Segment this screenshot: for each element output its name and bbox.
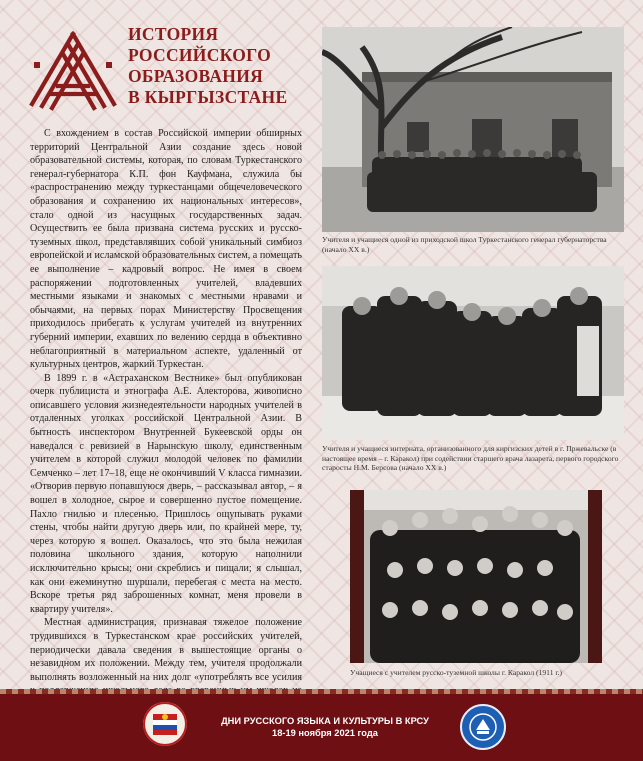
photo-caption: Учителя и учащиеся интерната, организованного для киргизских детей в г. Пржевальске (в настоящее время – г. Каракол) при содействии старшего врача лазарета, первого городского старосты Н.М. Берсова (начало XX в.) bbox=[322, 444, 619, 473]
photo-boarding-school bbox=[322, 266, 624, 440]
kyrgyz-russian-emblem-icon bbox=[143, 702, 187, 746]
footer-text bbox=[190, 715, 460, 739]
history-logo-icon bbox=[28, 26, 118, 112]
event-dates: 18-19 ноября 2021 года bbox=[272, 728, 378, 738]
paragraph: Местная администрация, признавая тяжелое положение трудившихся в Туркестанском крае российских учителей, периодически давала сведения в вышестоящие органы о незавидном их положении. Между тем, учителя продолжали выполнять возложенный на них долг «употреблять все усилия bbox=[30, 617, 302, 683]
photo-karakol-school bbox=[350, 490, 602, 663]
photo-school-teachers bbox=[322, 27, 624, 232]
title-line: В КЫРГЫЗСТАНЕ bbox=[128, 87, 288, 107]
title-line: ОБРАЗОВАНИЯ bbox=[128, 66, 264, 86]
title-line: ИСТОРИЯ bbox=[128, 24, 219, 44]
krsu-emblem-icon bbox=[460, 704, 506, 750]
photo-caption: Учителя и учащиеся одной из приходской школ Туркестанского генерал губернаторства (начало XX в.) bbox=[322, 235, 607, 254]
event-title: ДНИ РУССКОГО ЯЗЫКА И КУЛЬТУРЫ В КРСУ bbox=[221, 716, 429, 726]
paragraph: В 1899 г. в «Астраханском Вестнике» был опубликован очерк публициста и этнографа А.Е. Алекторова, живописно описавшего условия жизнедеятельности народных учителей в отдаленных уголках российской Центральной Азии. В бытность инспектором Внутренней Букеевской орды он наведался с ревизией в Нарынскую школу, единственным учителем в которой служил молодой человек по фамилии Семченко – лет 17–18, еще не окончивший V класса гимназии. «Отворив первую попавшуюся дверь, – рассказывал автор, – я вошел в холодное, сырое и совершенно пустое помещение. Пахло гнилью и плесенью. Пришлось ощупывать руками стены, чтобы найти другую дверь или, по крайней мере, ту, через которую я вошел. Оказалось, что это была нежилая половина школьного здания, которую наполнили исключительно крысы; они скреблись и пищали; я слышал, как они ежеминутно шуршали, перебегая с места на место. Вскоре третья ряд заброшенных комнат, меня провели в квартиру учителя». bbox=[30, 372, 302, 615]
paragraph: С вхождением в состав Российской империи обширных территорий Центральной Азии создание здесь новой образовательной системы, которая, по словам Туркестанского генерал-губернатора К.П. фон Кауфмана, служила бы «распространению между туркестанцами общечеловеческого образования и сохранению их национальных интересов», стало одной из насущных государственных задач. Осуществить ее была призвана система русских и русско-туземных школ, представлявших собой уникальный симбиоз европейской и исламской образовательных систем, а помещать ее выполнение – кадровый вопрос. Не имея в своем распоряжении подготовленных учителей, владевших местными языками и знакомых с местными нравами и обычаями, на первых порах Министерству Просвещения приходилось прибегать к услугам учителей из внутренних губерний империи, ехавших по велению сердца в объективно неблагоприятный в материальном аспекте, удаленный от культурных центров, жаркий Туркестан. bbox=[30, 128, 302, 371]
title-line: РОССИЙСКОГО bbox=[128, 45, 272, 65]
page-title bbox=[128, 24, 313, 108]
photo-caption: Учащиеся с учителем русско-туземной школы г. Каракол (1911 г.) bbox=[350, 668, 563, 677]
article-body bbox=[30, 127, 302, 725]
